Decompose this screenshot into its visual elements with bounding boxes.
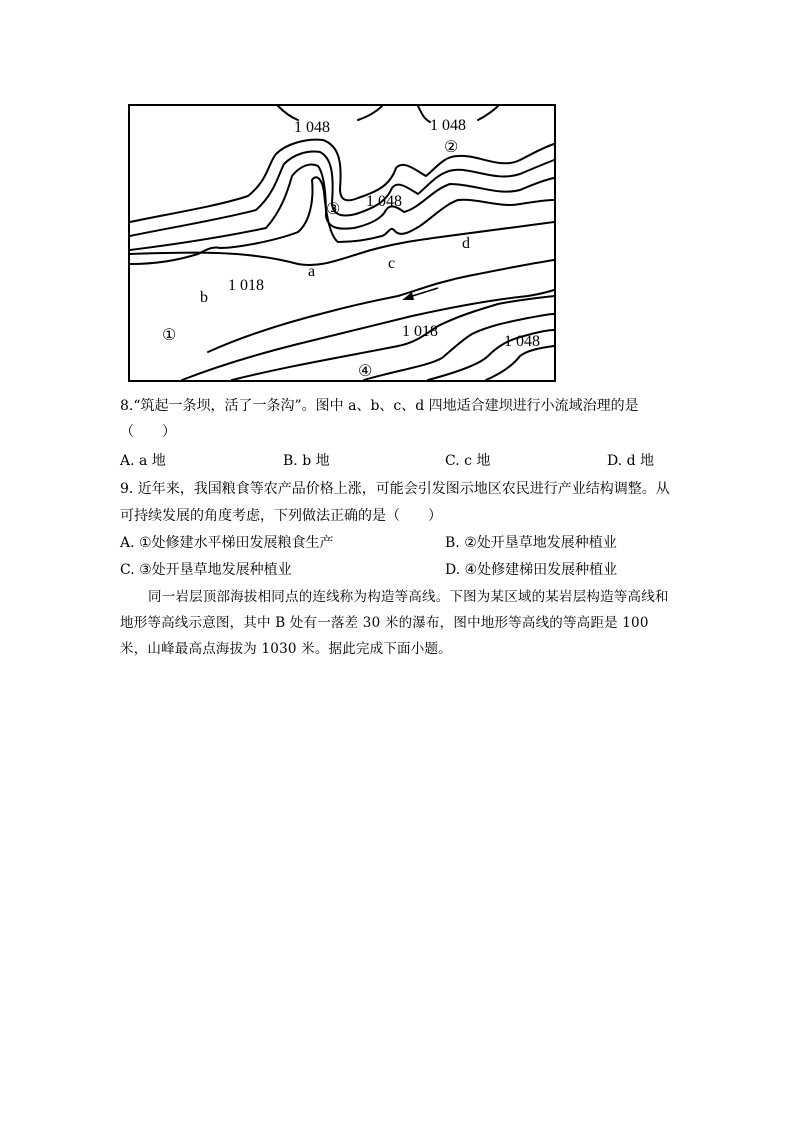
map-frame xyxy=(129,105,555,381)
q8-stem: 8.“筑起一条坝，活了一条沟”。图中 a、b、c、d 四地适合建坝进行小流域治理的是 xyxy=(120,398,639,414)
q9-stem-line2: 可持续发展的角度考虑，下列做法正确的是（ ） xyxy=(120,508,442,524)
q8-option-a[interactable]: A. a 地 xyxy=(120,453,166,469)
q8-blank: （ ） xyxy=(120,424,176,440)
label-b: b xyxy=(200,289,208,306)
q9-option-a[interactable]: A. ①处修建水平梯田发展粮食生产 xyxy=(120,535,334,551)
contour-map xyxy=(128,104,556,382)
label-a: a xyxy=(308,263,316,280)
q9-stem-line1: 9. 近年来，我国粮食等农产品价格上涨，可能会引发图示地区农民进行产业结构调整。从 xyxy=(120,481,670,497)
label-top-right-1048: 1 048 xyxy=(430,117,466,134)
q8-option-c[interactable]: C. c 地 xyxy=(445,453,491,469)
label-d: d xyxy=(462,235,470,252)
q8-option-d[interactable]: D. d 地 xyxy=(607,453,655,469)
label-middle-1048: 1 048 xyxy=(366,193,402,210)
label-c: c xyxy=(388,255,396,272)
q9-option-b[interactable]: B. ②处开垦草地发展种植业 xyxy=(445,535,617,551)
label-zone3: ③ xyxy=(326,201,341,218)
label-zone2: ② xyxy=(444,139,459,156)
label-left-1018: 1 018 xyxy=(228,277,264,294)
q9-option-c[interactable]: C. ③处开垦草地发展种植业 xyxy=(120,562,292,578)
label-top-left-1048: 1 048 xyxy=(294,119,330,136)
q8-option-b[interactable]: B. b 地 xyxy=(283,453,330,469)
passage-intro: 同一岩层顶部海拔相同点的连线称为构造等高线。下图为某区域的某岩层构造等高线和地形等高线示意图，其中 B 处有一落差 30 米的瀑布，图中地形等高线的等高距是 100 米，山峰最高点海拔为 1030 米。据此完成下面小题。 xyxy=(120,589,669,657)
q9-option-d[interactable]: D. ④处修建梯田发展种植业 xyxy=(445,562,618,578)
label-lower-1018: 1 018 xyxy=(402,323,438,340)
label-bottom-right-1048: 1 048 xyxy=(504,333,540,350)
label-zone4: ④ xyxy=(358,363,373,380)
label-zone1: ① xyxy=(162,327,177,344)
